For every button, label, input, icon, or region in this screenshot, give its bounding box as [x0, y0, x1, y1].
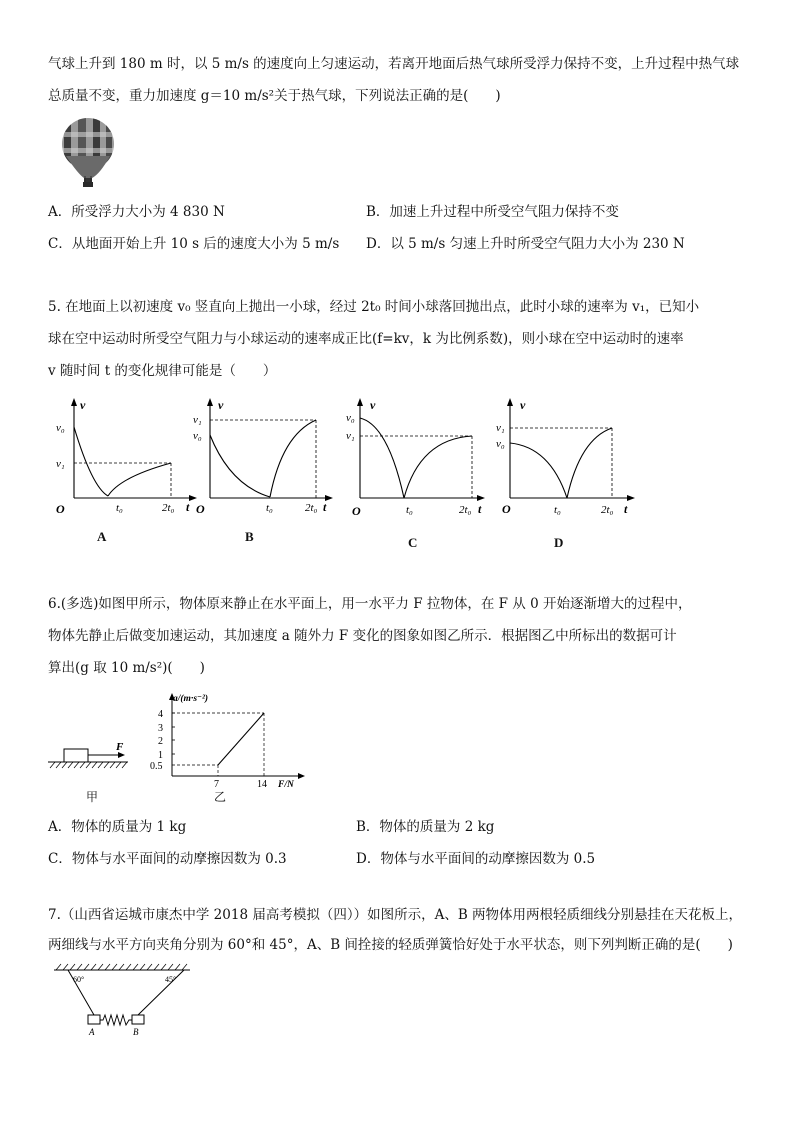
- graph-a-v-axis: v: [80, 398, 86, 412]
- figure-jia: [44, 738, 134, 778]
- graph-d-v-axis: v: [520, 398, 526, 412]
- q4-text-line-2: 总质量不变，重力加速度 g＝10 m/s²关于热气球，下列说法正确的是( ): [48, 88, 501, 104]
- q6-option-c: C．物体与水平面间的动摩擦因数为 0.3: [48, 851, 287, 867]
- graph-b-t-axis: t: [323, 500, 327, 514]
- figure-yi-graph: [140, 688, 310, 788]
- q6-option-d: D．物体与水平面间的动摩擦因数为 0.5: [356, 851, 596, 867]
- q4-option-a: A．所受浮力大小为 4 830 N: [48, 204, 225, 220]
- figure-q7-angle-left: 60°: [73, 975, 85, 984]
- q6-option-b: B．物体的质量为 2 kg: [356, 819, 495, 835]
- graph-a-origin: O: [56, 502, 65, 516]
- q6-text-line-1: 6.(多选)如图甲所示，物体原来静止在水平面上，用一水平力 F 拉物体，在 F 从 0 开始逐渐增大的过程中，: [48, 596, 692, 612]
- figure-jia-force-label: F: [116, 741, 124, 753]
- hot-air-balloon-image: [58, 118, 122, 190]
- figure-yi-xlabel: F/N: [278, 780, 294, 788]
- q6-text-line-2: 物体先静止后做变加速运动，其加速度 a 随外力 F 变化的图象如图乙所示．根据图乙中所标出的数据可计: [48, 628, 677, 644]
- graph-a: [50, 395, 200, 520]
- graph-d-t-axis: t: [624, 502, 628, 516]
- figure-q7-label-b: B: [133, 1027, 139, 1037]
- q5-text-line-1: 5. 在地面上以初速度 v₀ 竖直向上抛出一小球，经过 2t₀ 时间小球落回抛出点，此时小球的速率为 v₁，已知小: [48, 299, 700, 315]
- graph-a-t-axis: t: [186, 500, 190, 514]
- graph-b-v0: v₀: [193, 430, 202, 442]
- figure-yi-ytick-1: 1: [158, 750, 163, 761]
- graph-c: [344, 395, 494, 520]
- q4-text-line-1: 气球上升到 180 m 时，以 5 m/s 的速度向上匀速运动，若离开地面后热气球所受浮力保持不变，上升过程中热气球: [48, 56, 740, 72]
- q6-text-line-3: 算出(g 取 10 m/s²)( ): [48, 660, 205, 676]
- graph-a-label: A: [97, 529, 107, 544]
- figure-q7-label-a: A: [89, 1027, 95, 1037]
- figure-jia-caption: 甲: [86, 790, 99, 804]
- graph-a-v0: v₀: [56, 422, 65, 434]
- graph-a-t0: t₀: [116, 502, 123, 514]
- graph-c-v-axis: v: [370, 398, 376, 412]
- q5-text-line-2: 球在空中运动时所受空气阻力与小球运动的速率成正比(f=kv，k 为比例系数)，则小球在空中运动时的速率: [48, 331, 684, 347]
- graph-c-t-axis: t: [478, 502, 482, 516]
- figure-yi-caption: 乙: [214, 790, 227, 804]
- graph-d-2t0: 2t₀: [601, 504, 614, 516]
- figure-yi-ytick-3: 3: [158, 723, 163, 734]
- graph-d-v0: v₀: [496, 438, 505, 450]
- graph-b-label: B: [245, 529, 254, 544]
- graph-b-t0: t₀: [266, 502, 273, 514]
- graph-a-v1: v₁: [56, 458, 65, 470]
- q4-option-b: B．加速上升过程中所受空气阻力保持不变: [366, 204, 619, 220]
- figure-yi-ytick-4: 4: [158, 709, 163, 720]
- graph-d-label: D: [554, 535, 564, 550]
- figure-q7-springs: [50, 960, 200, 1040]
- graph-b: [190, 395, 340, 520]
- q7-text-line-2: 两细线与水平方向夹角分别为 60°和 45°，A、B 间拴接的轻质弹簧恰好处于水平状态，则下列判断正确的是( ): [48, 937, 733, 953]
- q7-text-line-1: 7.（山西省运城市康杰中学 2018 届高考模拟（四））如图所示，A、B 两物体用两根轻质细线分别悬挂在天花板上，: [48, 907, 743, 923]
- figure-q7-angle-right: 45°: [165, 975, 177, 984]
- q4-option-d: D．以 5 m/s 匀速上升时所受空气阻力大小为 230 N: [366, 236, 685, 252]
- graph-c-2t0: 2t₀: [459, 504, 472, 516]
- graph-c-origin: O: [352, 504, 361, 518]
- graph-a-2t0: 2t₀: [162, 502, 175, 514]
- graph-c-t0: t₀: [406, 504, 413, 516]
- figure-yi-xtick-7: 7: [214, 779, 219, 788]
- graph-c-label: C: [408, 535, 418, 550]
- figure-yi-ytick-2: 2: [158, 736, 163, 747]
- q5-text-line-3: v 随时间 t 的变化规律可能是（ ）: [48, 363, 277, 379]
- graph-c-v1: v₁: [346, 430, 355, 442]
- graph-d-v1: v₁: [496, 422, 505, 434]
- graph-d: [494, 395, 644, 520]
- graph-d-origin: O: [502, 502, 511, 516]
- q4-option-c: C．从地面开始上升 10 s 后的速度大小为 5 m/s: [48, 236, 340, 252]
- graph-b-2t0: 2t₀: [305, 502, 318, 514]
- figure-yi-xtick-14: 14: [257, 779, 267, 788]
- graph-c-v0: v₀: [346, 412, 355, 424]
- graph-b-origin: O: [196, 502, 205, 516]
- graph-b-v1: v₁: [193, 414, 202, 426]
- graph-d-t0: t₀: [554, 504, 561, 516]
- q6-option-a: A．物体的质量为 1 kg: [48, 819, 187, 835]
- graph-b-v-axis: v: [218, 398, 224, 412]
- figure-yi-ylabel: a/(m·s⁻²): [173, 694, 209, 704]
- figure-yi-ytick-0-5: 0.5: [150, 761, 163, 772]
